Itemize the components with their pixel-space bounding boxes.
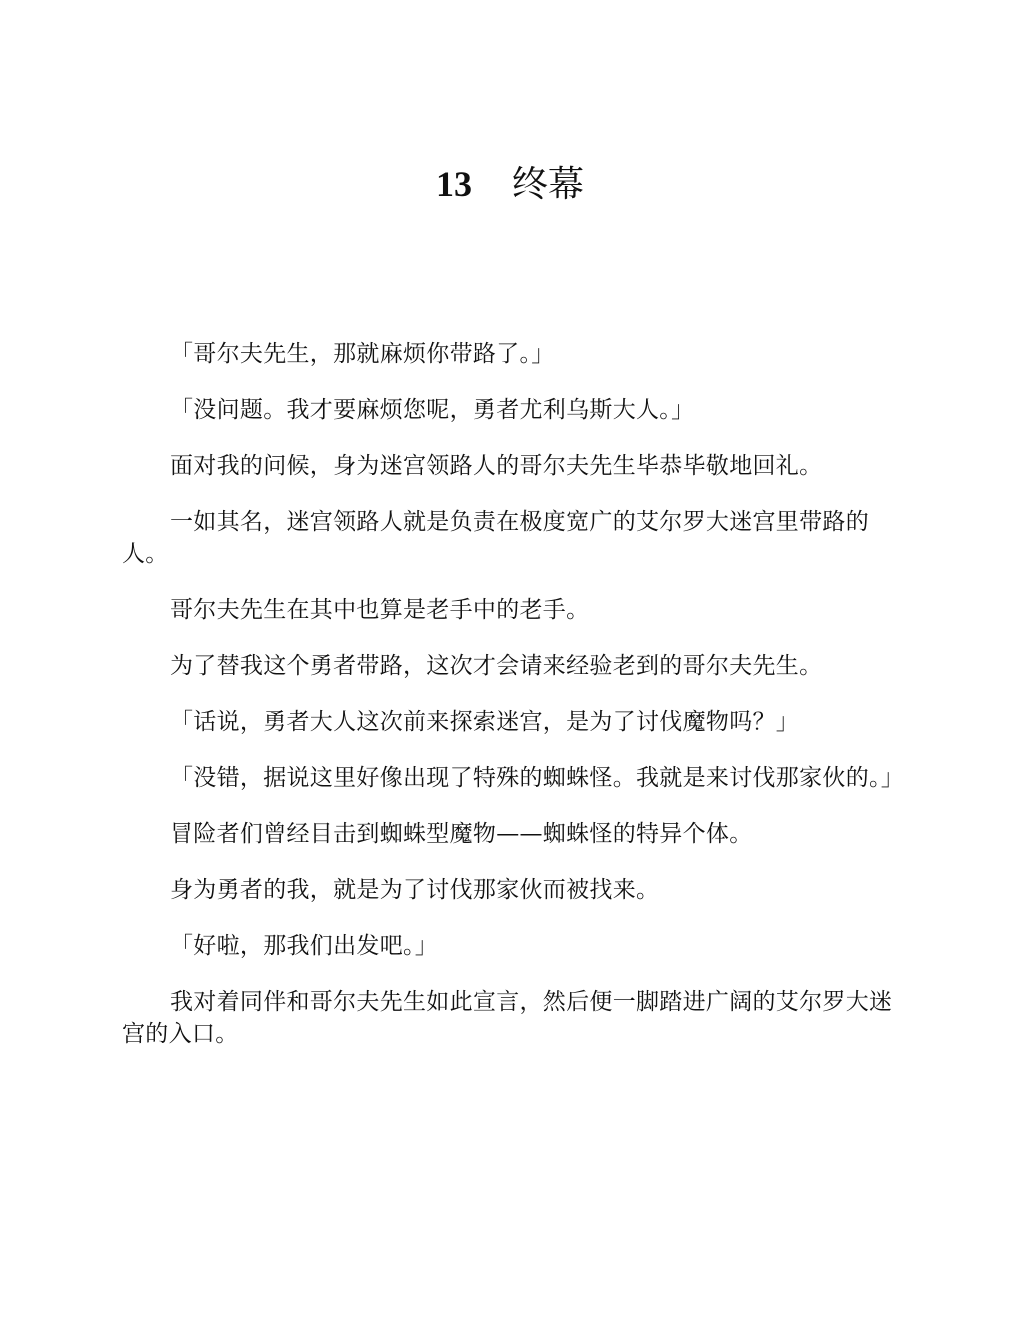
paragraph: 哥尔夫先生在其中也算是老手中的老手。 <box>170 597 590 623</box>
chapter-title: 终幕 <box>511 164 584 205</box>
paragraph: 「没问题。我才要麻烦您呢，勇者尤利乌斯大人。」 <box>170 397 695 423</box>
paragraph: 面对我的问候，身为迷宫领路人的哥尔夫先生毕恭毕敬地回礼。 <box>170 453 823 479</box>
paragraph: 一如其名，迷宫领路人就是负责在极度宽广的艾尔罗大迷宫里带路的人。 <box>122 509 869 567</box>
paragraph: 「哥尔夫先生，那就麻烦你带路了。」 <box>170 341 555 367</box>
paragraph: 为了替我这个勇者带路，这次才会请来经验老到的哥尔夫先生。 <box>170 653 823 679</box>
paragraph: 冒险者们曾经目击到蜘蛛型魔物——蜘蛛怪的特异个体。 <box>170 821 753 847</box>
chapter-heading <box>0 160 1020 209</box>
chapter-number: 13 <box>435 164 472 204</box>
paragraph: 「话说，勇者大人这次前来探索迷宫，是为了讨伐魔物吗？」 <box>170 709 800 735</box>
paragraph: 「好啦，那我们出发吧。」 <box>170 933 439 959</box>
paragraph: 我对着同伴和哥尔夫先生如此宣言，然后便一脚踏进广阔的艾尔罗大迷宫的入口。 <box>122 989 893 1047</box>
paragraph: 「没错，据说这里好像出现了特殊的蜘蛛怪。我就是来讨伐那家伙的。」 <box>170 765 905 791</box>
chapter-body <box>122 338 905 1074</box>
paragraph: 身为勇者的我，就是为了讨伐那家伙而被找来。 <box>170 877 660 903</box>
